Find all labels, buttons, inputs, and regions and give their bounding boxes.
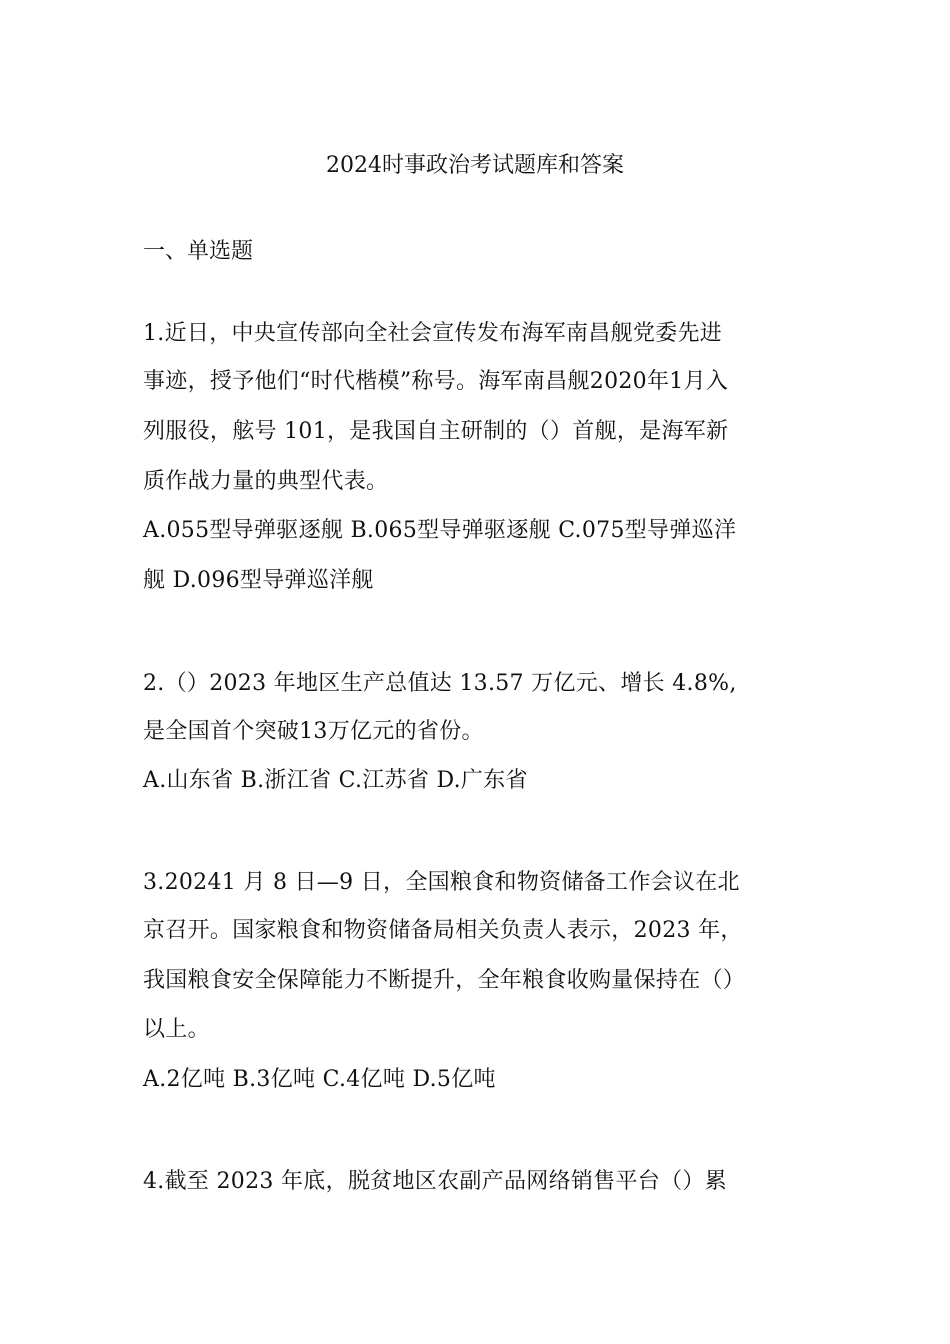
document-title: 2024时事政治考试题库和答案 xyxy=(326,153,624,178)
question-stem-line: 京召开。国家粮食和物资储备局相关负责人表示，2023 年， xyxy=(143,918,743,943)
question-stem-line: 是全国首个突破13万亿元的省份。 xyxy=(143,719,484,744)
question-stem-line: 3.20241 月 8 日—9 日，全国粮食和物资储备工作会议在北 xyxy=(143,870,740,895)
section-heading: 一、单选题 xyxy=(143,239,254,264)
answer-options-line: A.山东省 B.浙江省 C.江苏省 D.广东省 xyxy=(143,768,528,793)
question-stem-line: 2.（）2023 年地区生产总值达 13.57 万亿元、增长 4.8%, xyxy=(143,671,737,696)
question-stem-line: 4.截至 2023 年底，脱贫地区农副产品网络销售平台（）累 xyxy=(143,1169,727,1194)
answer-options-line: A.055型导弹驱逐舰 B.065型导弹驱逐舰 C.075型导弹巡洋 xyxy=(143,518,737,543)
question-stem-line: 我国粮食安全保障能力不断提升，全年粮食收购量保持在（） xyxy=(143,968,746,993)
answer-options-line: A.2亿吨 B.3亿吨 C.4亿吨 D.5亿吨 xyxy=(143,1067,496,1092)
question-stem-line: 列服役，舷号 101，是我国自主研制的（）首舰，是海军新 xyxy=(143,419,729,444)
question-stem-line: 质作战力量的典型代表。 xyxy=(143,469,389,494)
question-stem-line: 事迹，授予他们“时代楷模”称号。海军南昌舰2020年1月入 xyxy=(143,369,729,394)
question-stem-line: 以上。 xyxy=(143,1017,210,1042)
answer-options-line: 舰 D.096型导弹巡洋舰 xyxy=(143,568,374,593)
question-stem-line: 1.近日，中央宣传部向全社会宣传发布海军南昌舰党委先进 xyxy=(143,321,723,346)
